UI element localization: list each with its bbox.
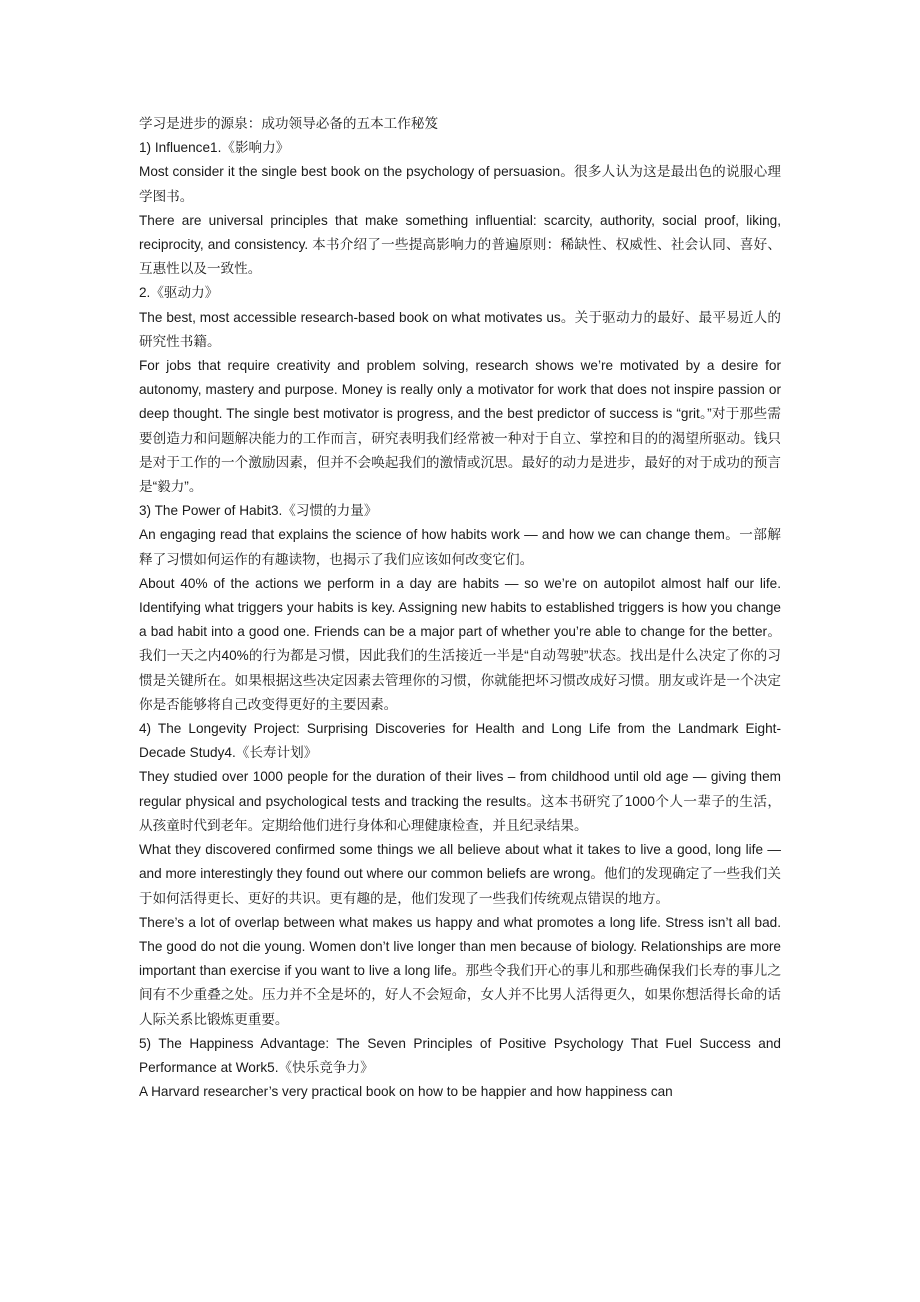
document-title: 学习是进步的源泉：成功领导必备的五本工作秘笈 bbox=[139, 116, 439, 132]
paragraph: They studied over 1000 people for the duration of their lives – from childhood until old age — giving them regular physical and psychological tests and tracking the results。这本书研究了1000个人一辈子的生活，从孩童时代到老年。定期给他们进行身体和心理健康检查，并且纪录结果。 bbox=[139, 769, 781, 833]
paragraph: Most consider it the single best book on the psychology of persuasion。很多人认为这是最出色的说服心理学图书。 bbox=[139, 164, 781, 204]
paragraph: A Harvard researcher’s very practical book on how to be happier and how happiness can bbox=[139, 1084, 673, 1100]
paragraph: There’s a lot of overlap between what makes us happy and what promotes a long life. Stress isn’t all bad. The good do not die young. Women don’t live longer than men because of biology. Relationships are more important than exercise if you want to live a long life。那些令我们开心的事儿和那些确保我们长寿的事儿之间有不少重叠之处。压力并不全是坏的，好人不会短命，女人并不比男人活得更久，如果你想活得长命的话人际关系比锻炼更重要。 bbox=[139, 914, 781, 1027]
book-3-heading: 3) The Power of Habit3.《习惯的力量》 bbox=[139, 503, 378, 519]
document-page bbox=[139, 112, 781, 1104]
paragraph: What they discovered confirmed some things we all believe about what it takes to live a good, long life — and more interestingly they found out where our common beliefs are wrong。他们的发现确定了一些我们关于如何活得更长、更好的共识。更有趣的是，他们发现了一些我们传统观点错误的地方。 bbox=[139, 842, 781, 906]
book-2-heading: 2.《驱动力》 bbox=[139, 285, 219, 301]
paragraph: An engaging read that explains the science of how habits work — and how we can change them。一部解释了习惯如何运作的有趣读物，也揭示了我们应该如何改变它们。 bbox=[139, 527, 781, 567]
paragraph: There are universal principles that make something influential: scarcity, authority, social proof, liking, reciprocity, and consistency. 本书介绍了一些提高影响力的普遍原则：稀缺性、权威性、社会认同、喜好、互惠性以及一致性。 bbox=[139, 212, 781, 277]
paragraph: For jobs that require creativity and problem solving, research shows we’re motivated by a desire for autonomy, mastery and purpose. Money is really only a motivator for work that does not inspire passion or deep thought. The single best motivator is progress, and the best predictor of success is “grit。”对于那些需要创造力和问题解决能力的工作而言，研究表明我们经常被一种对于自立、掌控和目的的渴望所驱动。钱只是对于工作的一个激励因素，但并不会唤起我们的激情或沉思。最好的动力是进步，最好的对于成功的预言是“毅力”。 bbox=[139, 358, 781, 495]
book-1-heading: 1) Influence1.《影响力》 bbox=[139, 140, 290, 156]
book-5-heading: 5) The Happiness Advantage: The Seven Principles of Positive Psychology That Fuel Success and Performance at Work5.《快乐竞争力》 bbox=[139, 1035, 781, 1075]
paragraph: About 40% of the actions we perform in a day are habits — so we’re on autopilot almost half our life. Identifying what triggers your habits is key. Assigning new habits to established triggers is how you change a bad habit into a good one. Friends can be a major part of whether you’re able to change for the better。我们一天之内40%的行为都是习惯，因此我们的生活接近一半是“自动驾驶”状态。找出是什么决定了你的习惯是关键所在。如果根据这些决定因素去管理你的习惯，你就能把坏习惯改成好习惯。朋友或许是一个决定你是否能够将自己改变得更好的主要因素。 bbox=[139, 575, 781, 712]
book-4-heading: 4) The Longevity Project: Surprising Discoveries for Health and Long Life from the Landmark Eight-Decade Study4.《长寿计划》 bbox=[139, 721, 781, 761]
paragraph: The best, most accessible research-based book on what motivates us。关于驱动力的最好、最平易近人的研究性书籍。 bbox=[139, 309, 781, 349]
